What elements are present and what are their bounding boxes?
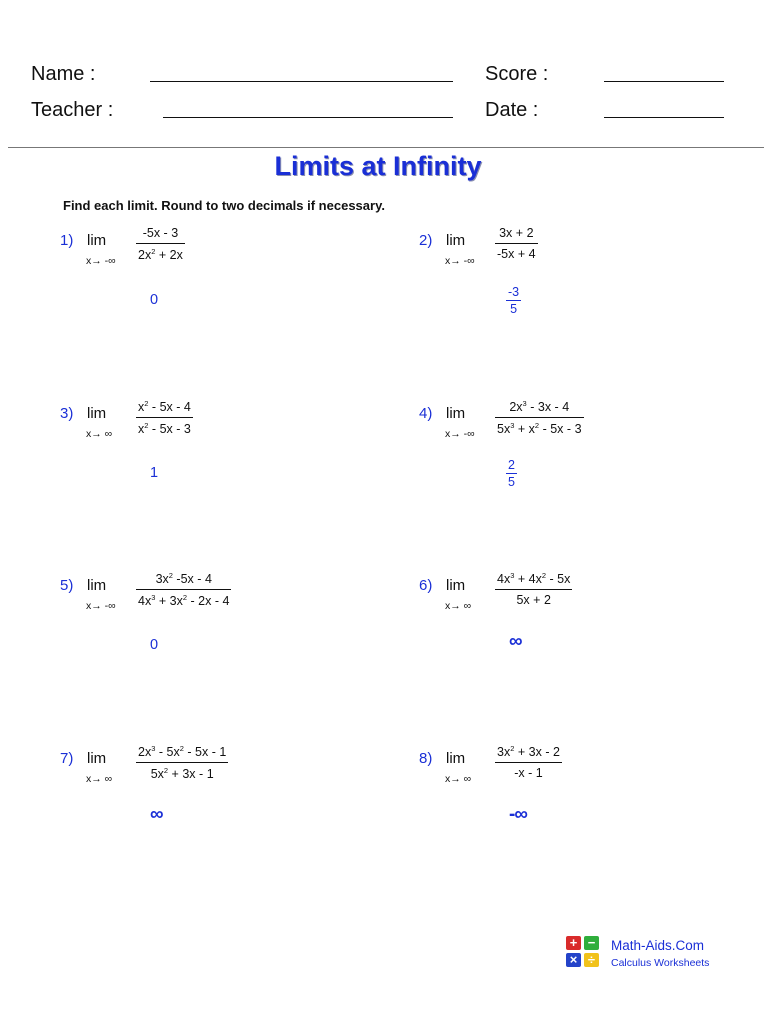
denominator: $4x^3 + 3x^2 - 2x - 4$ xyxy=(138,593,230,609)
lim-label: lim xyxy=(87,405,107,422)
problem-number: 3) xyxy=(60,405,74,422)
problem-2 xyxy=(419,226,770,366)
minus-icon: − xyxy=(584,936,599,950)
page-title: Limits at Infinity xyxy=(274,151,482,181)
lim-label: lim xyxy=(446,577,466,594)
limit-approach: x→ ∞ xyxy=(86,428,113,440)
answer: 0 xyxy=(150,292,159,308)
instructions: Find each limit. Round to two decimals if necessary. xyxy=(63,198,385,213)
answer-fraction xyxy=(506,285,521,316)
date-field[interactable] xyxy=(604,117,724,118)
problem-6 xyxy=(419,571,770,711)
numerator: $3x^2 + 3x - 2$ xyxy=(495,744,562,763)
denominator: $x^2 - 5x - 3$ xyxy=(138,421,191,437)
numerator: -5x - 3 xyxy=(136,226,185,244)
problem-number: 2) xyxy=(419,232,433,249)
header-divider xyxy=(8,147,764,148)
lim-label: lim xyxy=(446,405,466,422)
rational-expression xyxy=(136,571,231,608)
rational-expression xyxy=(495,226,538,261)
numerator: $x^2 - 5x - 4$ xyxy=(136,399,193,418)
limit-approach: x→ ∞ xyxy=(445,773,472,785)
limit-approach: x→ -∞ xyxy=(445,428,475,440)
problem-8 xyxy=(419,744,770,884)
lim-label: lim xyxy=(87,232,107,249)
rational-expression xyxy=(495,399,584,436)
answer-denominator: 5 xyxy=(510,302,518,316)
limit-approach: x→ -∞ xyxy=(86,600,116,612)
numerator: 3x + 2 xyxy=(495,226,538,244)
denominator: 5x + 2 xyxy=(516,593,551,608)
problem-number: 6) xyxy=(419,577,433,594)
answer: 1 xyxy=(150,465,159,481)
denominator: $2x^2 + 2x$ xyxy=(138,247,183,263)
name-label: Name : xyxy=(31,63,96,85)
answer-numerator: -3 xyxy=(508,285,520,299)
numerator: $2x^3 - 3x - 4$ xyxy=(495,399,584,418)
numerator: $2x^3 - 5x^2 - 5x - 1$ xyxy=(136,744,228,763)
denominator: -x - 1 xyxy=(514,766,543,781)
denominator: $5x^2 + 3x - 1$ xyxy=(150,766,214,782)
rational-expression xyxy=(136,226,185,262)
problem-5 xyxy=(60,571,420,711)
answer-denominator: 5 xyxy=(508,475,515,489)
problem-number: 1) xyxy=(60,232,74,249)
problem-number: 8) xyxy=(419,750,433,767)
teacher-label: Teacher : xyxy=(31,99,114,121)
denominator: $5x^3 + x^2 - 5x - 3$ xyxy=(497,421,582,437)
answer: -∞ xyxy=(509,804,527,825)
teacher-field[interactable] xyxy=(163,117,453,118)
problem-4 xyxy=(419,399,770,539)
answer-numerator: 2 xyxy=(508,458,515,472)
limit-approach: x→ ∞ xyxy=(86,773,113,785)
divide-icon: ÷ xyxy=(584,953,599,967)
rational-expression xyxy=(136,399,193,436)
lim-label: lim xyxy=(446,750,466,767)
problem-3 xyxy=(60,399,420,539)
problem-7 xyxy=(60,744,420,884)
numerator: $3x^2$ -5x - 4 xyxy=(136,571,231,590)
answer: ∞ xyxy=(509,631,522,652)
rational-expression xyxy=(495,571,572,607)
problem-1 xyxy=(60,226,420,366)
score-label: Score : xyxy=(485,63,549,85)
limit-approach: x→ ∞ xyxy=(445,600,472,612)
brand-subtitle: Calculus Worksheets xyxy=(611,957,710,969)
times-icon: × xyxy=(566,953,581,967)
rational-expression xyxy=(495,744,562,780)
name-field[interactable] xyxy=(150,81,453,82)
limit-approach: x→ -∞ xyxy=(445,255,475,267)
denominator: -5x + 4 xyxy=(497,247,536,261)
answer: 0 xyxy=(150,637,159,653)
problem-number: 4) xyxy=(419,405,433,422)
answer: ∞ xyxy=(150,804,163,825)
rational-expression xyxy=(136,744,228,781)
date-label: Date : xyxy=(485,99,539,121)
limit-approach: x→ -∞ xyxy=(86,255,116,267)
answer-fraction xyxy=(506,458,517,489)
score-field[interactable] xyxy=(604,81,724,82)
numerator: $4x^3 + 4x^2 - 5x$ xyxy=(495,571,572,590)
math-aids-logo xyxy=(566,936,602,970)
lim-label: lim xyxy=(446,232,466,249)
brand-name[interactable]: Math-Aids.Com xyxy=(611,938,705,953)
lim-label: lim xyxy=(87,577,107,594)
problem-number: 7) xyxy=(60,750,74,767)
lim-label: lim xyxy=(87,750,107,767)
plus-icon: + xyxy=(566,936,581,950)
problem-number: 5) xyxy=(60,577,74,594)
